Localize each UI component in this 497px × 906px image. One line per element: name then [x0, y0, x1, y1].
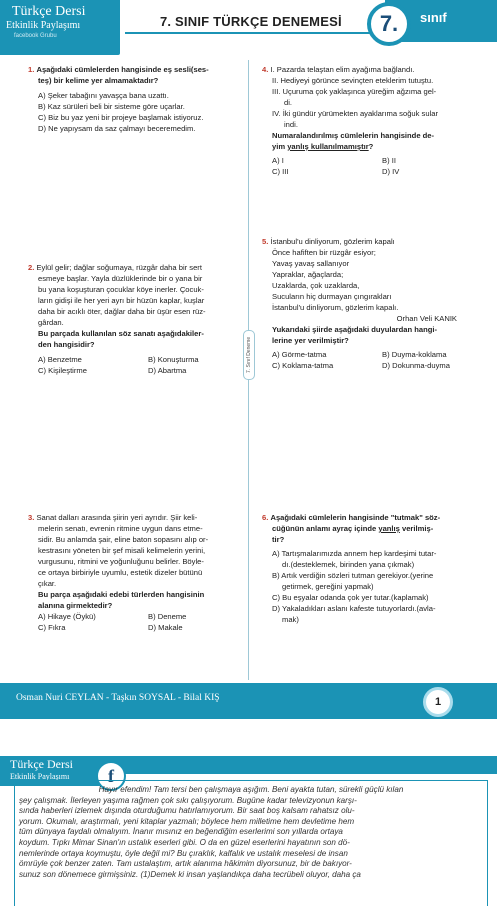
question-stem-line: Bu parça aşağıdaki edebi türlerden hangisinin	[38, 590, 205, 599]
brand-title: Türkçe Dersi	[12, 4, 86, 19]
quote-line: tüm dünyaya faydalı olmalıyım. İnanır mısınız en beğendiğim eserlerimi son yıllarda ortaya	[19, 827, 343, 837]
option-d-cont: mak)	[282, 615, 299, 624]
passage-line: gârdan.	[38, 318, 64, 327]
statement-line: indi.	[284, 120, 298, 129]
question-1	[28, 64, 243, 134]
question-3	[28, 512, 243, 633]
second-page	[0, 756, 497, 906]
option-d[interactable]: D) Dokunma-duyma	[382, 361, 450, 370]
option-c[interactable]: C) Bu eşyalar odanda çok yer tutar.(kaplamak)	[272, 593, 429, 602]
option-d[interactable]: D) Makale	[148, 623, 183, 632]
option-d[interactable]: D) Ne yapıysam da saz çalmayı beceremedim.	[38, 124, 196, 133]
quote-line: Hayır efendim! Tam tersi ben çalışmaya aşığım. Beni ayakta tutan, sürekli güçlü kılan	[98, 785, 404, 794]
option-b-cont: getirmek, gereğini yapmak)	[282, 582, 374, 591]
passage-line: sidir. Bu anlamda şair, eline baton sopasını alıp or-	[38, 535, 209, 544]
question-stem-line: Numaralandırılmış cümlelerin hangisinde de-	[272, 131, 435, 140]
page-gap	[0, 719, 497, 756]
poem-line: İstanbul'u dinliyorum, gözlerim kapalı	[270, 237, 395, 246]
question-stem-line: Yukarıdaki şiirde aşağıdaki duyulardan hangi-	[272, 325, 438, 334]
brand-subtitle: Etkinlik Paylaşımı	[10, 772, 70, 781]
quote-line: yorum. Okumalı, araştırmalı, yeni kitaplar yazmalı; böylece hem milletime hem devletime hem	[19, 816, 355, 826]
option-d[interactable]: D) Abartma	[148, 366, 187, 375]
passage-line: bu yana koşuşturan çocuklar köye inerler. Çocuk-	[38, 285, 204, 294]
question-stem-line: Bu parçada kullanılan söz sanatı aşağıdakiler-	[38, 329, 204, 338]
brand-group: facebook Grubu	[14, 33, 57, 39]
option-c[interactable]: C) Koklama-tatma	[272, 361, 334, 370]
poem-line: Önce hafiften bir rüzgâr esiyor;	[272, 248, 376, 257]
authors: Osman Nuri CEYLAN - Taşkın SOYSAL - Bilal KIŞ	[16, 693, 220, 703]
option-b[interactable]: B) Deneme	[148, 612, 187, 621]
stem-underline: yanlış	[378, 524, 400, 533]
side-label: 7. Sınıf Deneme	[243, 330, 255, 380]
question-stem-line: teş) bir kelime yer almamaktadır?	[38, 76, 159, 85]
question-stem-line: alanına girmektedir?	[38, 601, 113, 610]
option-a[interactable]: A) I	[272, 156, 284, 165]
quote-line: sunuz son dönemece girmişsiniz. (1)Demek ki insan yaşlandıkça daha tecrübeli oluyor, daha ça	[19, 869, 361, 879]
page-header	[0, 0, 497, 55]
option-a[interactable]: A) Tartışmalarımızda annem hep kardeşimi tutar-	[272, 549, 437, 558]
statement-line: II. Hediyeyi görünce sevinçten eteklerim tutuştu.	[272, 76, 434, 85]
statement-line: IV. İki gündür yürümekten ayaklarıma soğuk sular	[272, 109, 439, 118]
passage-line: Sanat dalları arasında şiirin yeri ayrıdır. Şiir keli-	[36, 513, 198, 522]
question-number: 1.	[28, 65, 35, 74]
quote-line: nemlerinde ortaya koymuştu, öyle değil mi? Bu çıraklık, kalfalık ve ustalık meselesi de insan	[19, 848, 348, 858]
question-stem-line: lerine yer verilmiştir?	[272, 336, 349, 345]
option-b[interactable]: B) Artık verdiğin sözleri tutman gerekiyor.(yerine	[272, 571, 434, 580]
option-c[interactable]: C) Biz bu yaz yeni bir projeye başlamak istiyoruz.	[38, 113, 204, 122]
facebook-icon[interactable]: f	[96, 761, 126, 791]
brand-box	[0, 0, 120, 55]
question-2	[28, 262, 243, 376]
option-d[interactable]: D) Yakaladıkları aslanı kafeste tutuyorlardı.(avla-	[272, 604, 436, 613]
page-number: 1	[423, 687, 453, 717]
question-number: 2.	[28, 263, 35, 272]
passage-line: vurgusunu, ritmini ve yoğunluğunu belirler. Böyle-	[38, 557, 204, 566]
option-a[interactable]: A) Şeker tabağını yavaşça bana uzattı.	[38, 91, 169, 100]
brand-subtitle: Etkinlik Paylaşımı	[6, 20, 81, 31]
poet-name: Orhan Veli KANIK	[396, 314, 457, 323]
option-b[interactable]: B) Kaz sürüleri beli bir sisteme göre uçarlar.	[38, 102, 185, 111]
option-c[interactable]: C) Kişileştirme	[38, 366, 87, 375]
option-c[interactable]: C) III	[272, 167, 289, 176]
passage-line: ların gidişi ile her yeri ayrı bir hüzün kaplar, kuşlar	[38, 296, 205, 305]
option-b[interactable]: B) II	[382, 156, 396, 165]
passage-line: esmeye başlar. Yayla düzlüklerinde bir o yana bir	[38, 274, 203, 283]
question-number: 5.	[262, 237, 269, 246]
option-a[interactable]: A) Görme-tatma	[272, 350, 327, 359]
poem-line: İstanbul'u dinliyorum, gözlerim kapalı.	[272, 303, 399, 312]
passage-line: daha bir acıklı öter, dağlar daha bir üşür esen rüz-	[38, 307, 206, 316]
question-4	[262, 64, 487, 177]
statement-line: I. Pazarda telaştan elim ayağıma bağlandı.	[270, 65, 415, 74]
question-stem-line: tir?	[272, 535, 285, 544]
quote-line: sında haberleri izlemek dışında oturduğumu hatırlamıyorum. Bir saat boş kalsam rahatsız olu-	[19, 806, 355, 816]
option-d[interactable]: D) IV	[382, 167, 400, 176]
question-stem-line: Aşağıdaki cümlelerin hangisinde "tutmak" söz-	[270, 513, 441, 522]
option-b[interactable]: B) Konuşturma	[148, 355, 199, 364]
passage-line: Eylül gelir; dağlar soğumaya, rüzgâr daha bir sert	[36, 263, 202, 272]
quote-line: şey çalışmak. İlerleyen yaşıma rağmen çok sıkı çalışıyorum. Bugüne kadar televizyonun karşı-	[19, 795, 357, 805]
question-number: 4.	[262, 65, 269, 74]
option-b[interactable]: B) Duyma-koklama	[382, 350, 447, 359]
page-footer	[0, 683, 497, 719]
option-a[interactable]: A) Benzetme	[38, 355, 82, 364]
quote-box	[14, 780, 488, 906]
question-5	[262, 236, 487, 371]
poem-line: Yapraklar, ağaçlarda;	[272, 270, 344, 279]
option-a[interactable]: A) Hikaye (Öykü)	[38, 612, 96, 621]
exam-title: 7. SINIF TÜRKÇE DENEMESİ	[160, 14, 342, 29]
grade-badge: 7.	[367, 2, 411, 46]
poem-line: Yavaş yavaş sallanıyor	[272, 259, 350, 268]
question-stem-line: cüğünün anlamı ayraç içinde yanlış verilmiş-	[272, 524, 434, 533]
question-stem-line: den hangisidir?	[38, 340, 95, 349]
question-number: 3.	[28, 513, 35, 522]
option-c[interactable]: C) Fıkra	[38, 623, 66, 632]
quote-line: ömrüyle çok benzer zaten. Tam ustalaştım, artık alanıma hâkimim diyorsunuz, bir de bakıyor-	[19, 859, 352, 869]
stem-underline: yanlış kullanılmamıştır	[287, 142, 369, 151]
question-number: 6.	[262, 513, 269, 522]
brand-title: Türkçe Dersi	[10, 757, 73, 771]
question-6	[262, 512, 490, 625]
option-a-cont: dı.(desteklemek, birinden yana çıkmak)	[282, 560, 415, 569]
poem-line: Uzaklarda, çok uzaklarda,	[272, 281, 360, 290]
passage-line: çıkar.	[38, 579, 57, 588]
statement-line: di.	[284, 98, 293, 107]
passage-line: melerin senatı, evrenin ritmine uygun dans etme-	[38, 524, 203, 533]
title-underline	[125, 32, 375, 34]
passage-line: ce ortaya birbiriyle uyumlu, estetik dizeler bütünü	[38, 568, 203, 577]
poem-line: Sucuların hiç durmayan çıngırakları	[272, 292, 392, 301]
passage-line: kestrasını yöneten bir şef misali kelimelerin yerini,	[38, 546, 206, 555]
quote-line: koydum. Tıpkı Mimar Sinan'ın ustalık eserleri gibi. O da en güzel eserlerini hayatının son dö-	[19, 837, 350, 847]
question-stem-line: yim yanlış kullanılmamıştır?	[272, 142, 374, 151]
statement-line: III. Uçuruma çok yaklaşınca yüreğim ağzıma gel-	[272, 87, 437, 96]
grade-word: sınıf	[420, 10, 447, 25]
question-stem-line: Aşağıdaki cümlelerden hangisinde eş sesli(ses-	[36, 65, 209, 74]
